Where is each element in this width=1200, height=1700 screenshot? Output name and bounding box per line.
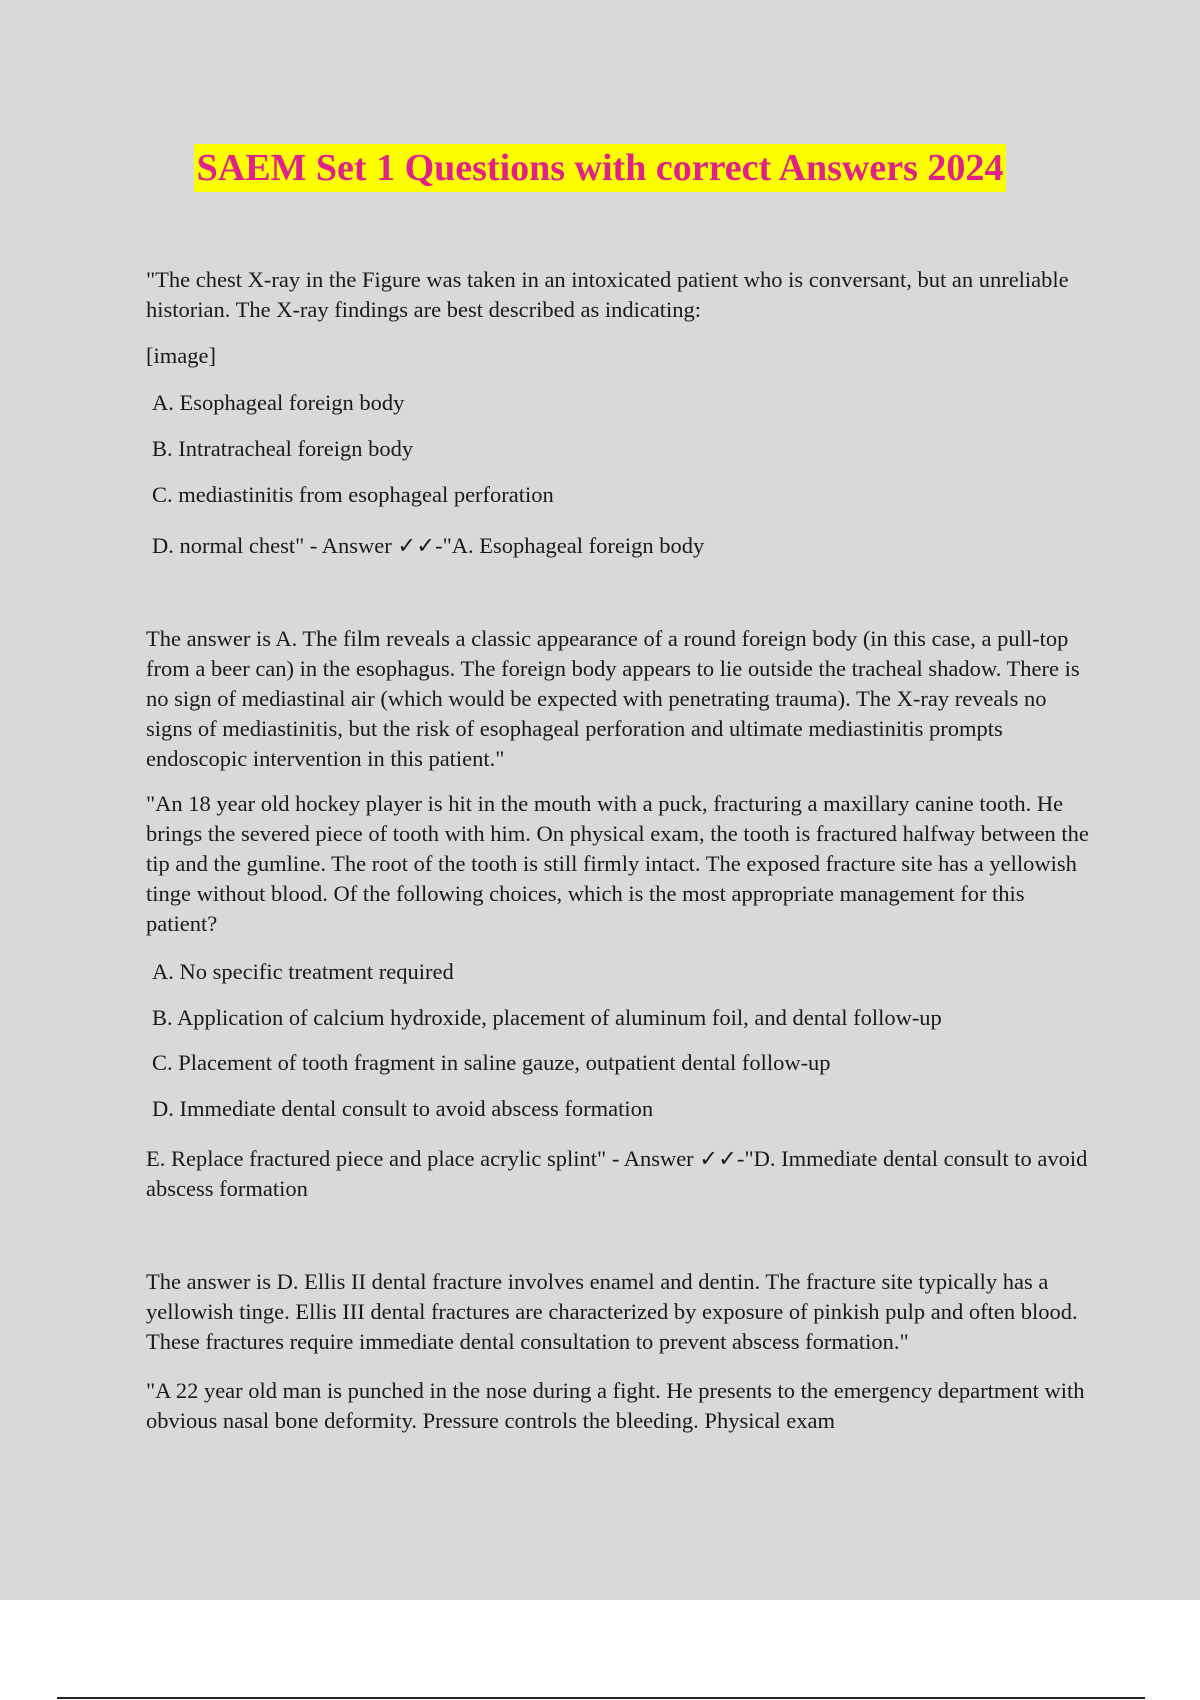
footer-divider (57, 1697, 1145, 1699)
q1-option-d-answer: D. normal chest" - Answer ✓✓-"A. Esophageal foreign body (152, 533, 705, 558)
q1-image-placeholder: [image] (146, 343, 216, 368)
q2-option-e-answer: E. Replace fractured piece and place acrylic splint" - Answer ✓✓-"D. Immediate dental consult to avoid abscess formation (146, 1146, 1088, 1201)
q2-stem: "An 18 year old hockey player is hit in the mouth with a puck, fracturing a maxillary canine tooth. He brings the severed piece of tooth with him. On physical exam, the tooth is fractured halfway between the tip and the gumline. The root of the tooth is still firmly intact. The exposed fracture site has a yellowish tinge without blood. Of the following choices, which is the most appropriate management for this patient? (146, 791, 1089, 936)
q3-stem: "A 22 year old man is punched in the nose during a fight. He presents to the emergency department with obvious nasal bone deformity. Pressure controls the bleeding. Physical exam (146, 1378, 1085, 1433)
q1-option-b: B. Intratracheal foreign body (152, 436, 414, 461)
document-title: SAEM Set 1 Questions with correct Answers 2024 (194, 144, 1007, 192)
q2-option-c: C. Placement of tooth fragment in saline gauze, outpatient dental follow-up (152, 1050, 831, 1075)
q2-explanation: The answer is D. Ellis II dental fracture involves enamel and dentin. The fracture site typically has a yellowish tinge. Ellis III dental fractures are characterized by exposure of pinkish pulp and often blood. These fractures require immediate dental consultation to prevent abscess formation." (146, 1269, 1078, 1354)
title-wrap (0, 144, 1200, 192)
q1-stem: "The chest X-ray in the Figure was taken in an intoxicated patient who is conversant, but an unreliable historian. The X-ray findings are best described as indicating: (146, 267, 1069, 322)
q1-option-c: C. mediastinitis from esophageal perforation (152, 482, 554, 507)
q2-option-b: B. Application of calcium hydroxide, placement of aluminum foil, and dental follow-up (152, 1005, 942, 1030)
q2-option-d: D. Immediate dental consult to avoid abscess formation (152, 1096, 654, 1121)
q1-explanation: The answer is A. The film reveals a classic appearance of a round foreign body (in this case, a pull-top from a beer can) in the esophagus. The foreign body appears to lie outside the tracheal shadow. There is no sign of mediastinal air (which would be expected with penetrating trauma). The X-ray reveals no signs of mediastinitis, but the risk of esophageal perforation and ultimate mediastinitis prompts endoscopic intervention in this patient." (146, 626, 1080, 771)
q2-option-a: A. No specific treatment required (152, 959, 454, 984)
q1-option-a: A. Esophageal foreign body (152, 390, 405, 415)
